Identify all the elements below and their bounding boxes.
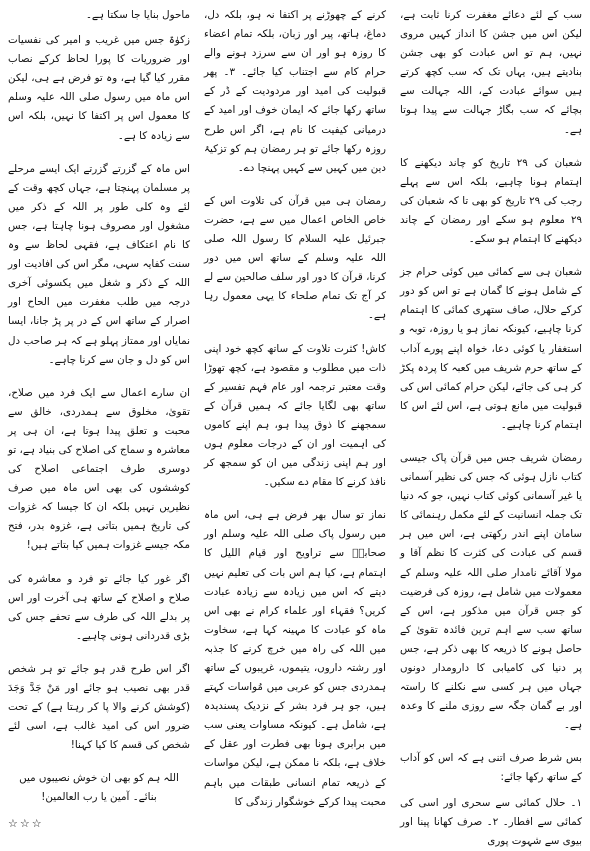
paragraph: اگر اس طرح قدر ہو جائے تو ہر شخص قدر بھی نصیب ہو جائے اور مَنْ جَدَّ وَجَدَ (کوشش کرنے والا پا کر رہتا ہے) کے تحت ضرور اس کی امید غالب ہے، اسی لئے شخص کی قسم کا کیا کہنا!	[8, 662, 190, 752]
paragraph: ان سارے اعمال سے ایک فرد میں صلاح، تقویٰ، مخلوق سے ہمدردی، خالق سے محبت و تعلق پیدا ہوتا ہے، ان ہی پر معاشرہ و سماج کی اصلاح کی بنیاد ہے، تو دوسری طرف اجتماعی اصلاح کی کوششوں کی بھی اس ماہ میں صرف نظیریں نہیں بلکہ ان کا جیسا کہ غزوات کی تاریخ ہمیں بتاتی ہے، غزوہ بدر، فتح مکہ جیسے غزوات ہمیں کیا بتاتے ہیں!	[8, 386, 190, 552]
paragraph: شعبان ہی سے کمائی میں کوئی حرام جز کے شامل ہونے کا گمان ہے تو اس کو دور کرکے حلال، صاف ستھری کمائی کا اہتمام کرنا چاہیے، کیونکہ نماز ہو یا روزہ، توبہ و استغفار یا کوئی دعا، خواہ اپنے پورے آداب کے ساتھ حرم شریف میں کعبہ کا پردہ پکڑ کر ہی کی جائے، لیکن حرام کمائی اس کی قبولیت میں مانع ہوتی ہے، اس لئے اس کا اہتمام کرنا چاہیے۔	[399, 266, 582, 431]
paragraph: ماحول بنایا جا سکتا ہے۔	[85, 9, 190, 21]
paragraph: بس شرط صرف اتنی ہے کہ اس کو آداب کے ساتھ رکھا جائے:	[400, 752, 582, 784]
paragraph: نماز تو سال بھر فرض ہے ہی، اس ماہ میں رسول پاک صلی اللہ علیہ وسلم اور صحابہؓ سے تراویح اور قیام اللیل کا اہتمام ہے، کیا ہم اس بات کی تعلیم نہیں دیتے کہ اس میں زیادہ سے زیادہ عبادت کریں؟ فقہاء اور علماء کرام نے بھی اس ماہ کو عبادت کا مہینہ کہا ہے، سخاوت میں اللہ کی راہ میں خرچ کرنے کا جذبہ اور رشتہ داروں، یتیموں، غریبوں کے ساتھ ہمدردی جس کو عربی میں مُواسات کہتے ہیں، جو ہر فرد بشر کے نزدیک پسندیدہ ہے، شامل ہے۔ کیونکہ مساوات یعنی سب میں برابری ہونا بھی فطرت اور عقل کے خلاف ہے، بلکہ نا ممکن ہے، لیکن مواسات کے ذریعہ تمام انسانی طبقات میں باہم محبت پیدا کرکے خوشگوار زندگی کا	[204, 509, 386, 808]
paragraph: زکوٰۃ جس میں غریب و امیر کی نفسیات اور ضروریات کا پورا لحاظ کرکے نصاب مقرر کیا گیا ہے، وہ تو فرض ہے ہی، لیکن اس ماہ میں رسول صلی اللہ علیہ وسلم کا معمول اس پر اکتفا کا نہیں، بلکہ اس سے زیادہ کا ہے۔	[8, 34, 190, 142]
column-left	[8, 6, 190, 830]
paragraph: سب کے لئے دعائے مغفرت کرنا ثابت ہے، لیکن اس میں جشن کا انداز کہیں مروی نہیں، ہم تو اس عبادت کو بھی جشن بنادیتے ہیں، یہاں تک کہ سب کچھ کرتے ہیں سوائے عبادت کے، اللہ جہالت سے بچائے کہ سب بگاڑ جہالت سے پیدا ہوتا ہے۔	[400, 9, 582, 136]
closing-prayer: اللہ ہم کو بھی ان خوش نصیبوں میں بنائے۔ آمین یا رب العالمین!	[19, 772, 179, 804]
text-columns	[8, 6, 583, 847]
paragraph: رمضان ہی میں قرآن کی تلاوت اس کے خاص الخاص اعمال میں سے ہے، حضرت جبرئیل علیہ السلام کا رسول اللہ صلی اللہ علیہ وسلم کے ساتھ اس میں دور کرنا، قرآن کا دور اور سلف صالحین سے لے کر آج تک تمام صلحاء کا یہی معمول رہا ہے۔	[204, 194, 386, 322]
paragraph: ۱۔ حلال کمائی سے سحری اور اسی کی کمائی سے افطار۔ ۲۔ صرف کھانا پینا اور بیوی سے شہوت پوری	[400, 796, 582, 847]
end-mark-stars: ☆☆☆	[8, 816, 44, 830]
paragraph: اس ماہ کے گزرتے گزرتے ایک ایسے مرحلے پر مسلمان پہنچتا ہے، جہاں کچھ وقت کے لئے وہ کلی طور پر اللہ کے ذکر میں مشغول اور مصروف ہونا چاہتا ہے، جس کا نام اعتکاف ہے، فقہی لحاظ سے وہ سنت کفایہ سہی، مگر اس کی افادیت اور اللہ کے ذکر و شغل میں یکسوئی آخری درجہ میں طلب مغفرت میں الحاح اور اصرار کے ساتھ اس کے در پر پڑ جانا، ایسا نمایاں اور ممتاز پہلو ہے کہ ہر صاحب دل اس کو دل و جان سے کرنا چاہے۔	[8, 162, 190, 366]
paragraph: کرنے کے چھوڑنے پر اکتفا نہ ہو، بلکہ دل، دماغ، ہاتھ، پیر اور زبان، بلکہ تمام اعضاء کا روزہ ہو اور ان سے سرزد ہونے والے حرام کام سے اجتناب کیا جائے۔ ۳۔ پھر قبولیت کی امید اور مردودیت کے ڈر کے ساتھ رکھا جائے کہ ایمان خوف اور امید کے درمیانی کیفیت کا نام ہے، اگر اس طرح روزہ رکھا جائے تو ہر رمضان ہم کو تزکیۂ دین میں کہیں سے کہیں پہنچا دے۔	[204, 9, 386, 174]
paragraph: رمضان شریف جس میں قرآن پاک جیسی کتاب نازل ہوئی کہ جس کی نظیر آسمانی یا غیر آسمانی کوئی کتاب نہیں، جو کہ دنیا تک جملہ انسانیت کے لئے مکمل رہنمائی کا سامان اپنے اندر رکھتی ہے، اس میں ہر قسم کی عبادت کی کثرت کا نظم آقا و مولا آقائے نامدار صلی اللہ علیہ وسلم کے معمولات میں شامل ہے، روزہ کی فرضیت کو جس قرآن میں مذکور ہے، اس کے ساتھ سب سے اہم ترین فائدہ تقویٰ کے حاصل ہونے کا ذریعہ کا بھی ذکر ہے، جس پر دنیا کی کامیابی کا دارومدار دونوں جہاں میں ہر کسی سے نکلنے کا راستہ اور بے گمان جگہ سے روزی ملنے کا وعدہ ہے۔	[400, 451, 582, 732]
column-middle	[204, 6, 386, 808]
paragraph: کاش! کثرت تلاوت کے ساتھ کچھ خود اپنی ذات میں مطلوب و مقصود ہے، کچھ تھوڑا وقت معتبر ترجمہ اور عام فہم تفسیر کے ساتھ بھی لگایا جائے کہ ہمیں قرآن کے سمجھنے کا ذوق پیدا ہو، ہم اپنے کاموں کی اہمیت اور ان کے درجات معلوم ہوں اور ہم اپنی زندگی میں ان کو سمجھ کر نافذ کرنے کا مقام دے سکیں۔	[204, 342, 386, 489]
paragraph: اگر غور کیا جائے تو فرد و معاشرہ کی صلاح و اصلاح کے ساتھ ہی آخرت اور اس پر بدلے اللہ کی طرف سے تحفے جس کی بڑی قدردانی ہونی چاہیے۔	[8, 572, 190, 642]
paragraph: شعبان کی ۲۹ تاریخ کو چاند دیکھنے کا اہتمام ہونا چاہیے، بلکہ اس سے پہلے رجب کی ۲۹ تاریخ کو بھی تا کہ شعبان کی ۲۹ معلوم ہو سکے اور رمضان کے چاند دیکھنے کا اہتمام ہو سکے۔	[400, 156, 583, 246]
column-right	[399, 6, 583, 847]
